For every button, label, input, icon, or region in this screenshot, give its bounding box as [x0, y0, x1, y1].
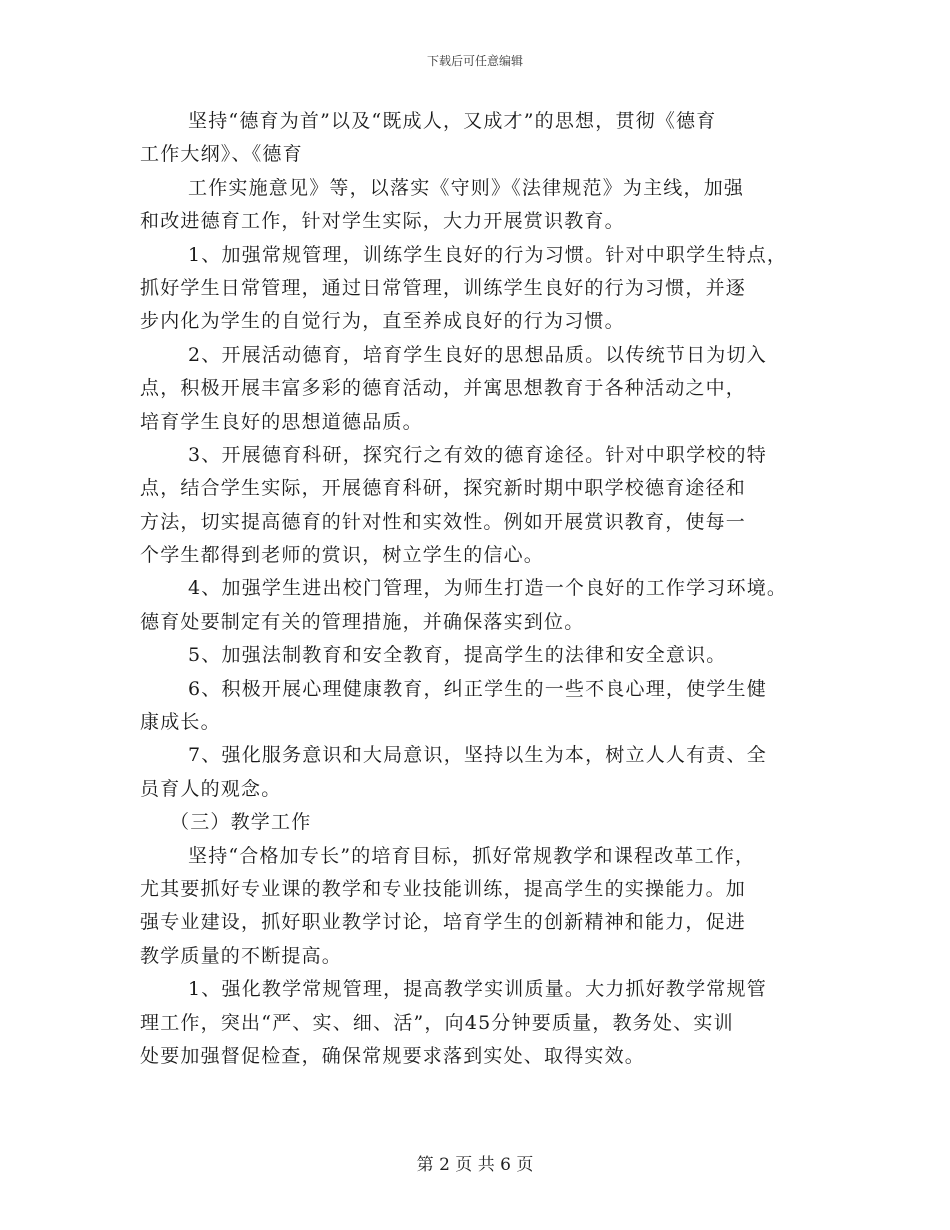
text-line: 步内化为学生的自觉行为，直至养成良好的行为习惯。 — [140, 310, 625, 333]
text-line: 教学质量的不断提高。 — [140, 944, 343, 967]
text-line: 1、加强常规管理，训练学生良好的行为习惯。针对中职学生特点， — [188, 243, 788, 266]
text-line: 6、积极开展心理健康教育，纠正学生的一些不良心理，使学生健 — [188, 677, 767, 700]
text-line: 处要加强督促检查，确保常规要求落到实处、取得实效。 — [140, 1044, 646, 1067]
text-line: 2、开展活动德育，培育学生良好的思想品质。以传统节日为切入 — [188, 343, 767, 366]
text-line: 5、加强法制教育和安全教育，提高学生的法律和安全意识。 — [188, 644, 727, 667]
text-line: 方法，切实提高德育的针对性和实效性。例如开展赏识教育，使每一 — [140, 510, 747, 533]
section-heading: （三）教学工作 — [170, 811, 312, 834]
text-line: 4、加强学生进出校门管理，为师生打造一个良好的工作学习环境。 — [188, 577, 788, 600]
text-line: 1、强化教学常规管理，提高教学实训质量。大力抓好教学常规管 — [188, 978, 767, 1001]
text-line: 培育学生良好的思想道德品质。 — [140, 410, 423, 433]
text-line: 抓好学生日常管理，通过日常管理，训练学生良好的行为习惯，并逐 — [140, 276, 747, 299]
text-line: 坚持“合格加专长”的培育目标，抓好常规教学和课程改革工作， — [188, 844, 756, 867]
text-line: 德育处要制定有关的管理措施，并确保落实到位。 — [140, 610, 585, 633]
text-line: 尤其要抓好专业课的教学和专业技能训练，提高学生的实操能力。加 — [140, 877, 747, 900]
text-line: 3、开展德育科研，探究行之有效的德育途径。针对中职学校的特 — [188, 443, 767, 466]
document-body — [140, 105, 830, 1073]
text-line: 工作大纲》、《德育 — [140, 143, 303, 166]
text-line: 理工作，突出“严、实、细、活”，向45分钟要质量，教务处、实训 — [140, 1011, 734, 1034]
text-line: 坚持“德育为首”以及“既成人，又成才”的思想，贯彻《德育 — [188, 110, 717, 132]
text-line: 7、强化服务意识和大局意识，坚持以生为本，树立人人有责、全 — [188, 744, 767, 767]
page-header: 下载后可任意编辑 — [426, 54, 523, 68]
text-line: 康成长。 — [140, 711, 221, 734]
text-line: 强专业建设，抓好职业教学讨论，培育学生的创新精神和能力，促进 — [140, 911, 747, 934]
text-line: 和改进德育工作，针对学生实际，大力开展赏识教育。 — [140, 210, 625, 233]
page-footer: 第 2 页 共 6 页 — [416, 1155, 534, 1175]
text-line: 工作实施意见》等，以落实《守则》《法律规范》为主线，加强 — [188, 176, 745, 199]
text-line: 员育人的观念。 — [140, 777, 282, 800]
text-line: 点，结合学生实际，开展德育科研，探究新时期中职学校德育途径和 — [140, 477, 747, 500]
text-line: 个学生都得到老师的赏识，树立学生的信心。 — [140, 544, 545, 567]
text-line: 点，积极开展丰富多彩的德育活动，并寓思想教育于各种活动之中， — [140, 377, 747, 400]
